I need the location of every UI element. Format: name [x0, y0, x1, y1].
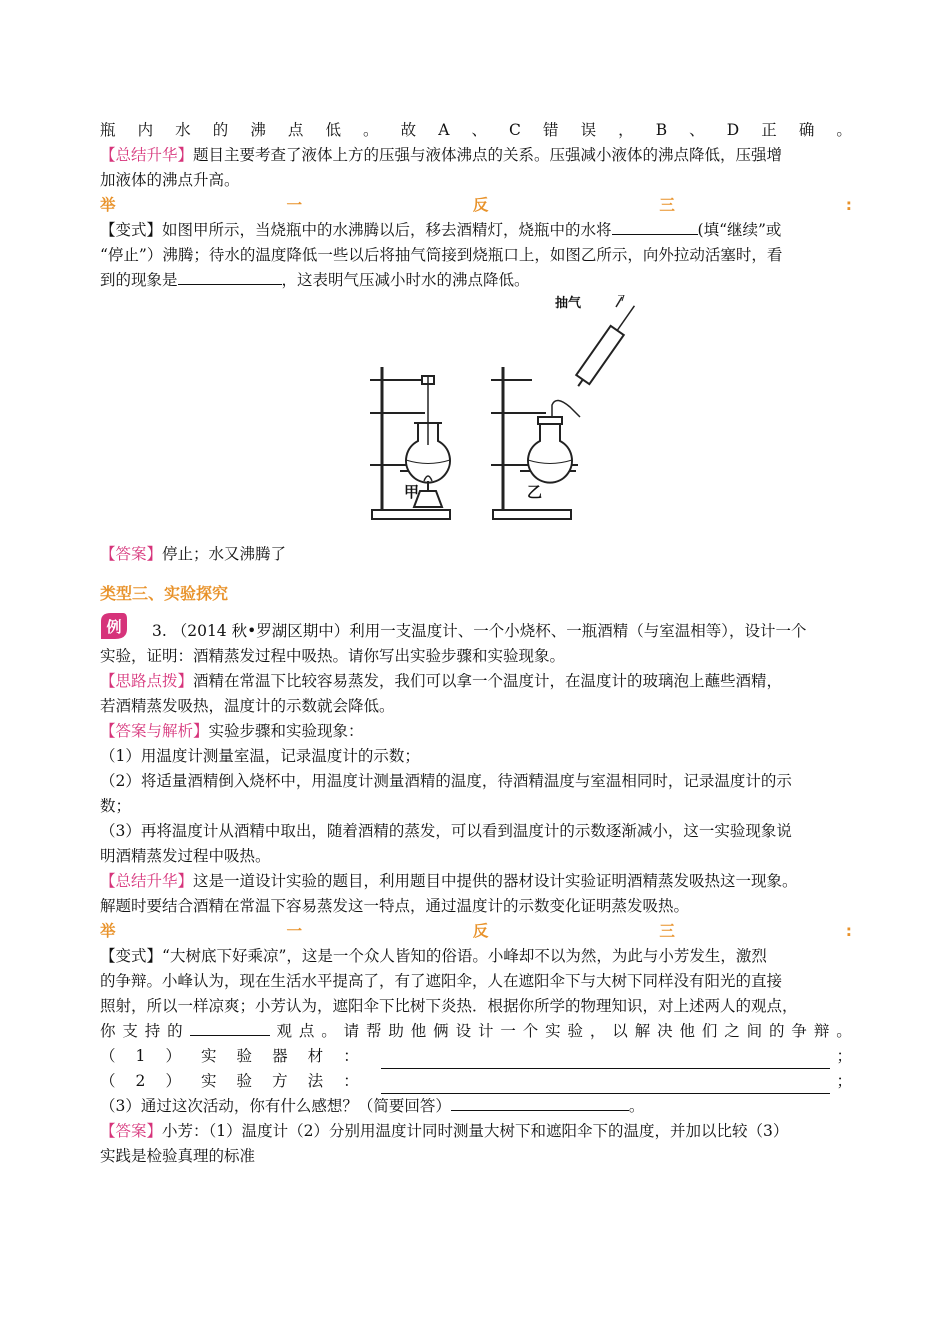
- apparatus-figure: [100, 295, 852, 520]
- hint-line2: 若酒精蒸发吸热，温度计的示数就会降低。: [100, 697, 395, 715]
- analysis-intro: 【答案与解析】实验步骤和实验现象：: [100, 722, 364, 740]
- char: 瓶: [100, 121, 116, 139]
- char: 1: [135, 1047, 146, 1065]
- question-1-label: [100, 1044, 359, 1069]
- char: 反: [472, 922, 489, 940]
- char: D: [726, 121, 740, 139]
- char: 、: [471, 121, 487, 139]
- char: C: [509, 121, 521, 139]
- intro-line: [100, 118, 852, 143]
- char: :: [845, 196, 852, 214]
- char: 一: [286, 922, 302, 940]
- char: 辩: [813, 1022, 830, 1040]
- stand-base-a: [372, 510, 450, 519]
- support-view-blank[interactable]: [190, 1019, 270, 1036]
- boiling-flask-diagram: [100, 295, 852, 520]
- analysis-tag: 【答案与解析】: [100, 722, 209, 740]
- document-page: [100, 118, 852, 1169]
- char: 设: [455, 1022, 472, 1040]
- char: 方: [272, 1072, 288, 1090]
- variant-2-line4: [100, 1019, 852, 1044]
- char: 助: [388, 1022, 404, 1040]
- char: 低: [325, 121, 341, 139]
- char: 、: [689, 121, 705, 139]
- char: 器: [272, 1047, 288, 1065]
- char: A: [438, 121, 450, 139]
- analysis-step-2b: 数；: [100, 797, 132, 815]
- char: 们: [701, 1022, 718, 1040]
- char: 争: [791, 1022, 807, 1040]
- question-1-row: （ 1 ） 实 验 器 材 ： ；: [100, 1044, 852, 1069]
- char: 验: [567, 1022, 584, 1040]
- variant-tag: 【变式】: [100, 947, 163, 965]
- summary-tag: 【总结升华】: [100, 872, 194, 890]
- answer-tag: 【答案】: [100, 1122, 163, 1140]
- equipment-blank[interactable]: [381, 1052, 831, 1069]
- variant-1-line2: “停止”）沸腾；待水的温度降低一些以后将抽气筒接到烧瓶口上，如图乙所示，向外拉动活塞时，看: [100, 246, 783, 264]
- char: 点: [287, 121, 304, 139]
- method-blank[interactable]: [381, 1077, 831, 1094]
- char: 水: [175, 121, 191, 139]
- char: 他: [410, 1022, 427, 1040]
- figure-label-a: 甲: [404, 483, 420, 501]
- hint-line1: 【思路点拨】酒精在常温下比较容易蒸发，我们可以拿一个温度计，在温度计的玻璃泡上蘸些酒精，: [100, 672, 783, 690]
- char: （: [100, 1047, 116, 1065]
- char: 俩: [433, 1022, 449, 1040]
- summary-2-line1: 【总结升华】这是一道设计实验的题目，利用题目中提供的器材设计实验证明酒精蒸发吸热这一现象。: [100, 872, 798, 890]
- char: 支: [122, 1022, 138, 1040]
- flask-b: [528, 423, 572, 483]
- variant-1-line1: 【变式】如图甲所示，当烧瓶中的水沸腾以后，移去酒精灯，烧瓶中的水将 (填“继续”或: [100, 218, 852, 243]
- air-pump: [572, 301, 641, 390]
- char: 他: [679, 1022, 695, 1040]
- example-3-line2: 实验，证明：酒精蒸发过程中吸热。请你写出实验步骤和实验现象。: [100, 647, 566, 665]
- variant-1-line3: 到的现象是 ，这表明气压减小时水的沸点降低。: [100, 268, 852, 293]
- example-3: [100, 611, 852, 669]
- char: 反: [472, 196, 489, 214]
- char: 决: [657, 1022, 673, 1040]
- char: 请: [343, 1022, 360, 1040]
- summary-1-line1: 【总结升华】题目主要考查了液体上方的压强与液体沸点的关系。压强减小液体的沸点降低，压强增: [100, 146, 783, 164]
- char: 举: [100, 196, 116, 214]
- answer-2-line1: 【答案】小芳：（1）温度计（2）分别用温度计同时测量大树下和遮阳伞下的温度，并加以比较（3）: [100, 1122, 789, 1140]
- answer-blank-1[interactable]: [612, 218, 698, 235]
- char: 实: [545, 1022, 561, 1040]
- example-3-line1: 3. （2014 秋•罗湖区期中）利用一支温度计、一个小烧杯、一瓶酒精（与室温相等），设计一个: [152, 622, 807, 640]
- char: 计: [477, 1022, 494, 1040]
- char: 实: [201, 1047, 217, 1065]
- hint-tag: 【思路点拨】: [100, 672, 194, 690]
- char: 。: [836, 121, 852, 139]
- answer-blank-2[interactable]: [178, 268, 282, 285]
- char: 的: [769, 1022, 785, 1040]
- answer-2-line2: 实践是检验真理的标准: [100, 1147, 256, 1165]
- char: 你: [100, 1022, 116, 1040]
- analysis-step-1: （1）用温度计测量室温，记录温度计的示数；: [100, 747, 420, 765]
- char: 材: [307, 1047, 324, 1065]
- variant-2-line1: 【变式】“大树底下好乘凉”，这是一个众人皆知的俗语。小峰却不以为然，为此与小芳发生，激烈: [100, 947, 767, 965]
- question-3-row: （3）通过这次活动，你有什么感想？（简要回答） 。: [100, 1094, 852, 1119]
- char: 确: [798, 121, 815, 139]
- char: （: [100, 1072, 116, 1090]
- char: 三: [659, 196, 675, 214]
- section-3-title: 类型三、实验探究: [100, 584, 229, 603]
- char: 实: [201, 1072, 217, 1090]
- char: ：: [343, 1072, 359, 1090]
- char: 法: [307, 1072, 324, 1090]
- connecting-tube: [552, 400, 580, 417]
- answer-1: 【答案】停止；水又沸腾了: [100, 545, 287, 563]
- summary-1-line2: 加液体的沸点升高。: [100, 171, 240, 189]
- reflection-blank[interactable]: [451, 1094, 629, 1111]
- char: 2: [135, 1072, 146, 1090]
- stand-base-b: [493, 510, 571, 519]
- char: 的: [212, 121, 229, 139]
- example-badge-icon: [97, 611, 129, 641]
- char: B: [655, 121, 668, 139]
- summary-tag: 【总结升华】: [100, 146, 194, 164]
- char: 一: [286, 196, 302, 214]
- char: 的: [167, 1022, 183, 1040]
- figure-label-b: 乙: [527, 483, 543, 501]
- variant-tag: 【变式】: [100, 221, 163, 239]
- char: 之: [724, 1022, 740, 1040]
- char: 观: [276, 1022, 292, 1040]
- char: 验: [236, 1072, 253, 1090]
- char: ）: [165, 1047, 181, 1065]
- char: 正: [761, 121, 777, 139]
- pump-label: 抽气: [555, 296, 582, 311]
- char: 一: [500, 1022, 516, 1040]
- juyi-fansan-heading: [100, 193, 852, 218]
- char: 三: [659, 922, 675, 940]
- answer-tag: 【答案】: [100, 545, 163, 563]
- char: 错: [542, 121, 559, 139]
- char: 点: [298, 1022, 315, 1040]
- analysis-step-2a: （2）将适量酒精倒入烧杯中，用温度计测量酒精的温度，待酒精温度与室温相同时，记录温度计的示: [100, 772, 792, 790]
- question-2-label: [100, 1069, 359, 1094]
- analysis-step-3a: （3）再将温度计从酒精中取出，随着酒精的蒸发，可以看到温度计的示数逐渐减小，这一实验现象说: [100, 822, 792, 840]
- char: 。: [836, 1022, 852, 1040]
- svg-text:例: 例: [106, 618, 122, 636]
- char: 。: [321, 1022, 337, 1040]
- variant-2-line3: 照射，所以一样凉爽；小芳认为，遮阳伞下比树下炎热．根据你所学的物理知识，对上述两人的观点，: [100, 997, 798, 1015]
- char: 解: [634, 1022, 651, 1040]
- question-2-row: （ 2 ） 实 验 方 法 ： ；: [100, 1069, 852, 1094]
- char: ：: [343, 1047, 359, 1065]
- char: 故: [400, 121, 417, 139]
- char: 以: [612, 1022, 628, 1040]
- char: 间: [746, 1022, 763, 1040]
- analysis-step-3b: 明酒精蒸发过程中吸热。: [100, 847, 271, 865]
- char: :: [845, 922, 852, 940]
- char: 验: [236, 1047, 253, 1065]
- char: 举: [100, 922, 116, 940]
- char: ，: [589, 1022, 606, 1040]
- juyi-fansan-heading-2: [100, 919, 852, 944]
- char: 持: [144, 1022, 161, 1040]
- char: 沸: [250, 121, 266, 139]
- char: ，: [618, 121, 634, 139]
- char: 帮: [366, 1022, 382, 1040]
- char: 个: [522, 1022, 539, 1040]
- summary-2-line2: 解题时要结合酒精在常温下容易蒸发这一特点，通过温度计的示数变化证明蒸发吸热。: [100, 897, 690, 915]
- char: 内: [137, 121, 154, 139]
- char: ）: [165, 1072, 181, 1090]
- char: 。: [363, 121, 379, 139]
- variant-2-line2: 的争辩。小峰认为，现在生活水平提高了，有了遮阳伞，人在遮阳伞下与大树下同样没有阳光的直接: [100, 972, 783, 990]
- char: 误: [580, 121, 597, 139]
